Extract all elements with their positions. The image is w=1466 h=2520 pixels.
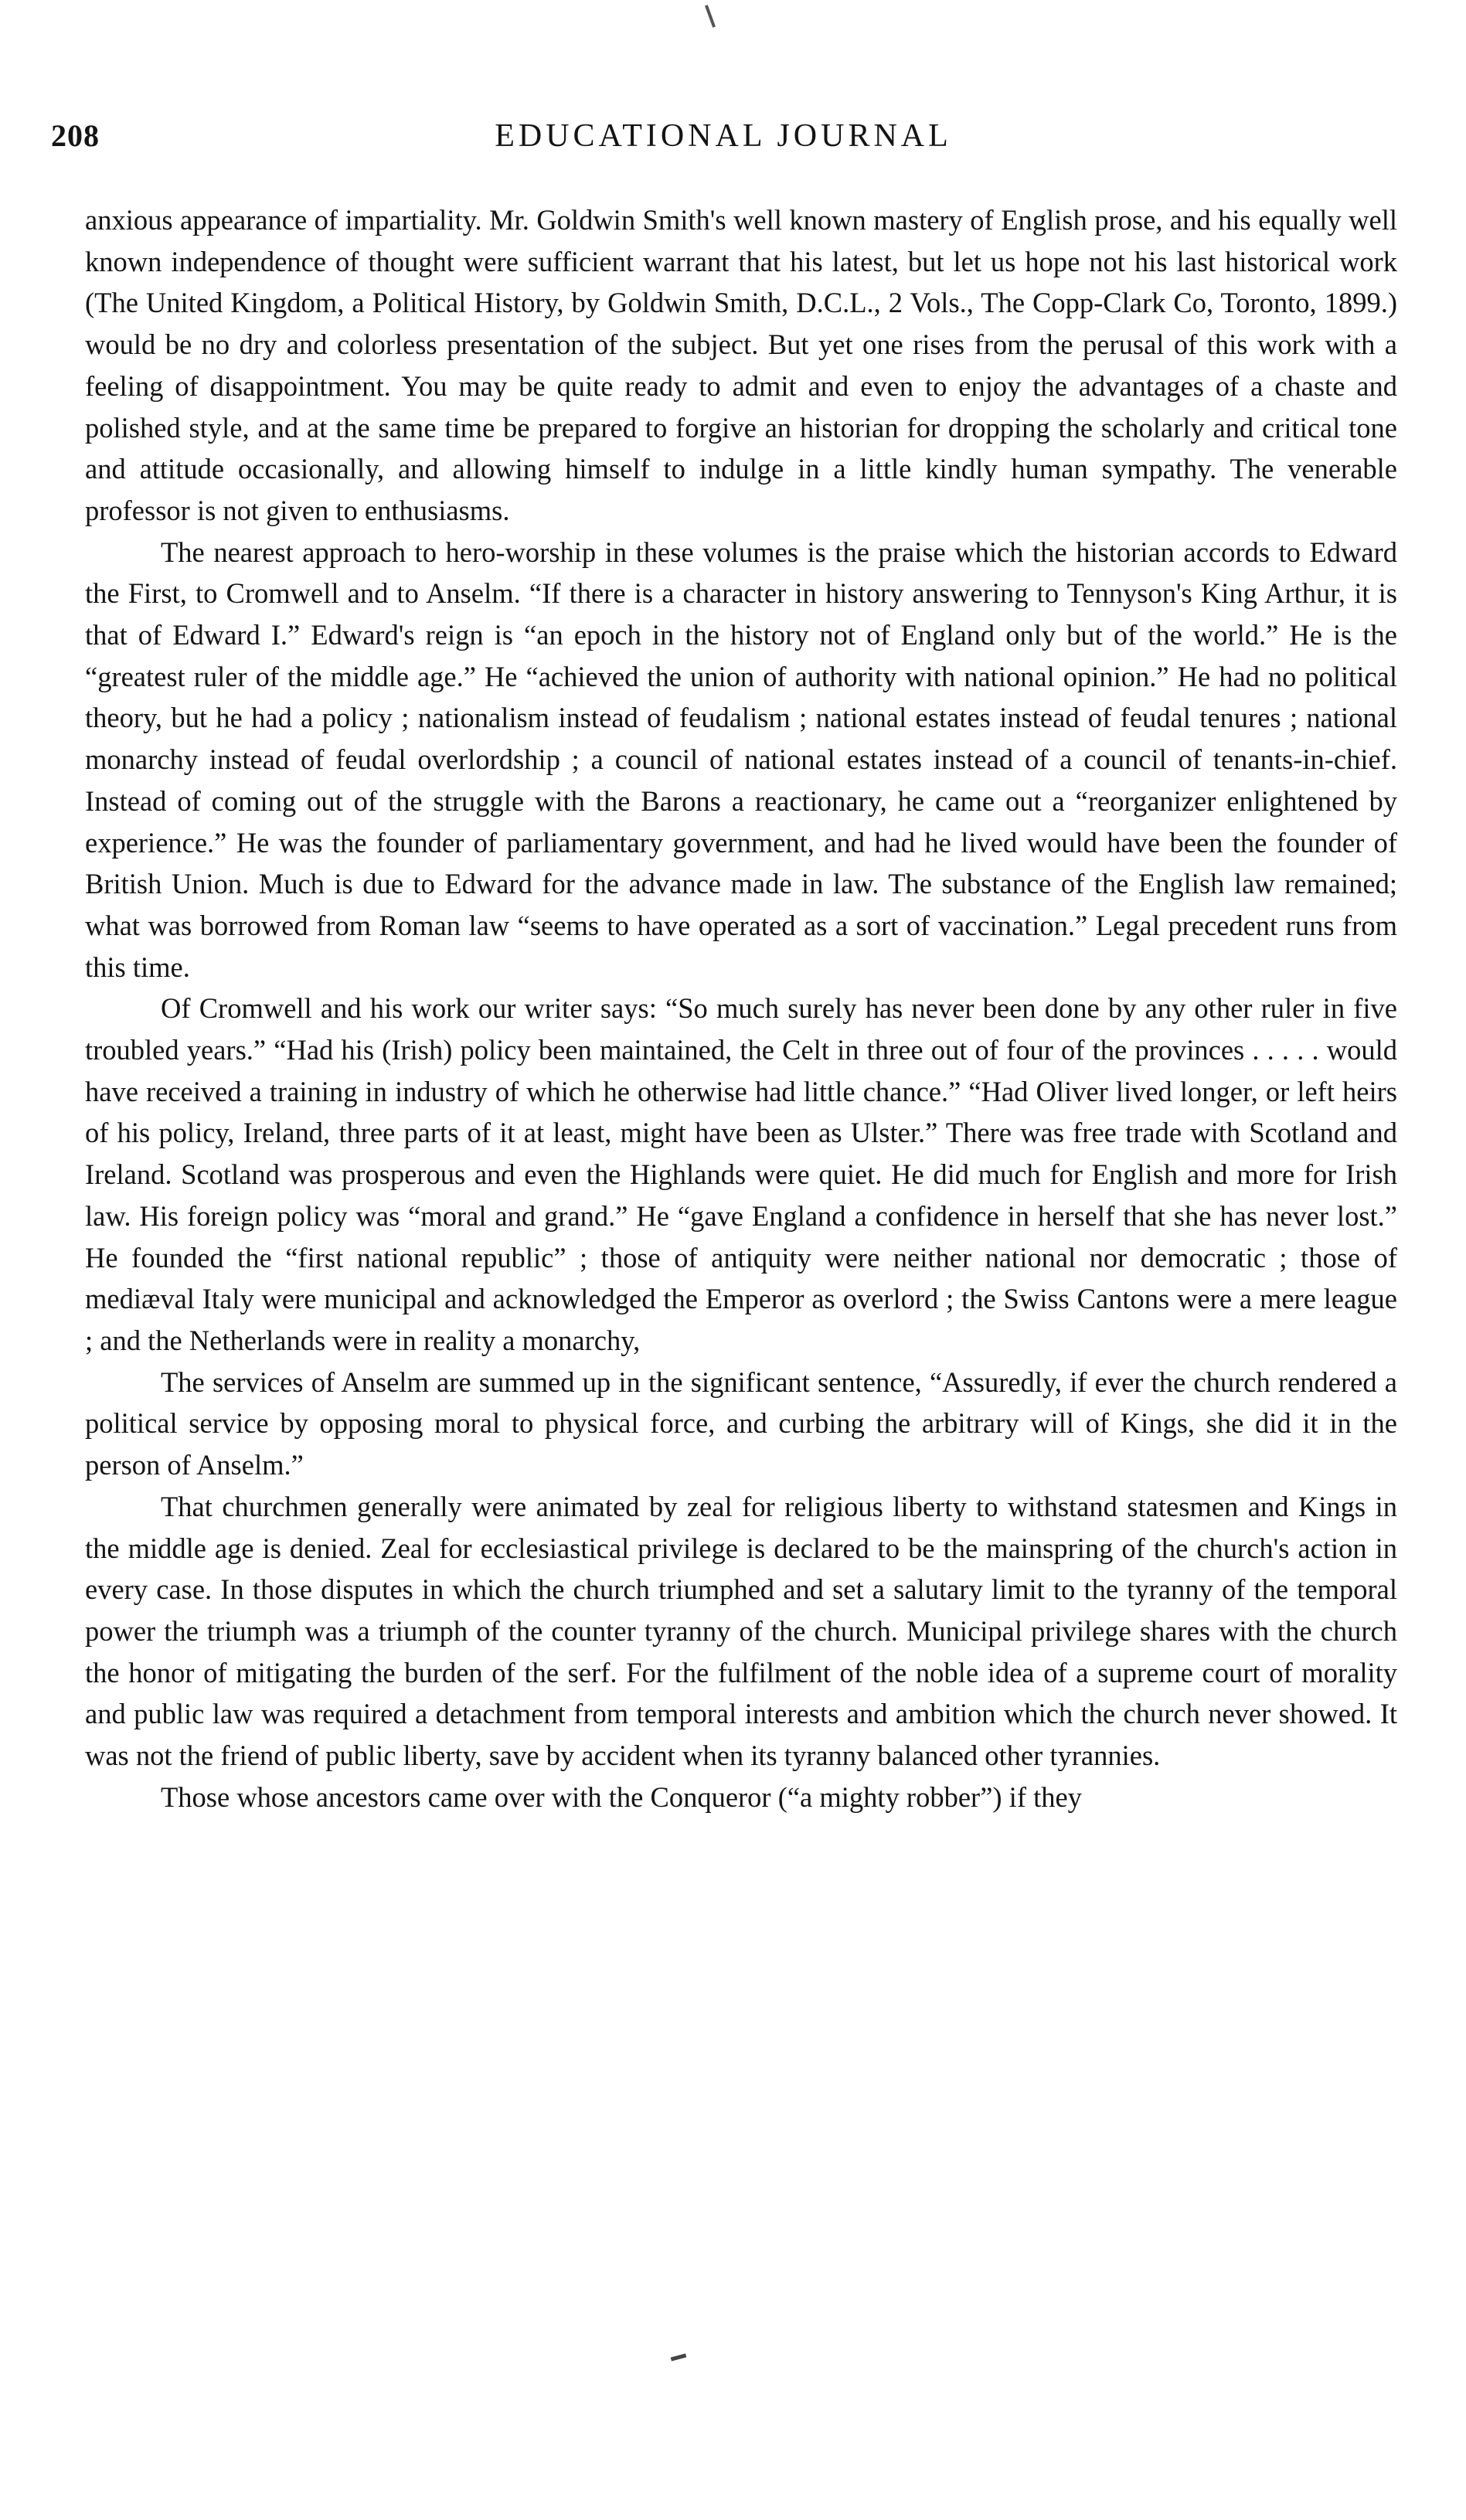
scan-mark-bottom <box>671 2353 687 2361</box>
paragraph-6: Those whose ancestors came over with the Conqueror (“a mighty robber”) if they <box>161 1780 1082 1813</box>
page-header <box>51 117 1396 164</box>
article-body <box>85 199 1397 1818</box>
paragraph-1: anxious appearance of impartiality. Mr. Goldwin Smith's well known mastery of English prose, and his equally well known independence of thought were sufficient warrant that his latest, but let us hope not his last historical work (The United Kingdom, a Political History, by Goldwin Smith, D.C.L., 2 Vols., The Copp-Clark Co, Toronto, 1899.) would be no dry and colorless presentation of the subject. But yet one rises from the perusal of this work with a feeling of disappointment. You may be quite ready to admit and even to enjoy the advantages of a chaste and polished style, and at the same time be prepared to forgive an historian for dropping the scholarly and critical tone and attitude occasionally, and allowing himself to indulge in a little kindly human sympathy. The venerable professor is not given to enthusiasms. <box>85 204 1397 526</box>
paragraph-5: That churchmen generally were animated by zeal for religious liberty to withstand statesmen and Kings in the middle age is denied. Zeal for ecclesiastical privilege is declared to be the mainspring of the church's action in every case. In those disputes in which the church triumphed and set a salutary limit to the tyranny of the temporal power the triumph was a triumph of the counter tyranny of the church. Municipal privilege shares with the church the honor of mitigating the burden of the serf. For the fulfilment of the noble idea of a supreme court of morality and public law was required a detachment from temporal interests and ambition which the church never showed. It was not the friend of public liberty, save by accident when its tyranny balanced other tyrannies. <box>85 1490 1397 1772</box>
paragraph-3: Of Cromwell and his work our writer says: “So much surely has never been done by any other ruler in five troubled years.” “Had his (Irish) policy been maintained, the Celt in three out of four of the provinces . . . . . would have received a training in industry of which he otherwise had little chance.” “Had Oliver lived longer, or left heirs of his policy, Ireland, three parts of it at least, might have been as Ulster.” There was free trade with Scotland and Ireland. Scotland was prosperous and even the Highlands were quiet. He did much for English and more for Irish law. His foreign policy was “moral and grand.” He “gave England a confidence in herself that she has never lost.” He founded the “first national republic” ; those of antiquity were neither national nor democratic ; those of mediæval Italy were municipal and acknowledged the Emperor as overlord ; the Swiss Cantons were a mere league ; and the Netherlands were in reality a monarchy, <box>85 992 1397 1356</box>
running-head: EDUCATIONAL JOURNAL <box>495 118 952 154</box>
paragraph-2: The nearest approach to hero-worship in these volumes is the praise which the historian accords to Edward the First, to Cromwell and to Anselm. “If there is a character in history answering to Tennyson's King Arthur, it is that of Edward I.” Edward's reign is “an epoch in the history not of England only but of the world.” He is the “greatest ruler of the middle age.” He “achieved the union of authority with national opinion.” He had no political theory, but he had a policy ; nationalism instead of feudalism ; national estates instead of feudal tenures ; national monarchy instead of feudal overlordship ; a council of national estates instead of a council of tenants-in-chief. Instead of coming out of the struggle with the Barons a reactionary, he came out a “reorganizer enlightened by experience.” He was the founder of parliamentary government, and had he lived would have been the founder of British Union. Much is due to Edward for the advance made in law. The substance of the English law remained; what was borrowed from Roman law “seems to have operated as a sort of vaccination.” Legal precedent runs from this time. <box>85 536 1397 983</box>
page-number: 208 <box>51 118 100 153</box>
paragraph-4: The services of Anselm are summed up in the significant sentence, “Assuredly, if ever the church rendered a political service by opposing moral to physical force, and curbing the arbitrary will of Kings, she did it in the person of Anselm.” <box>85 1365 1397 1481</box>
scan-mark <box>705 5 716 28</box>
